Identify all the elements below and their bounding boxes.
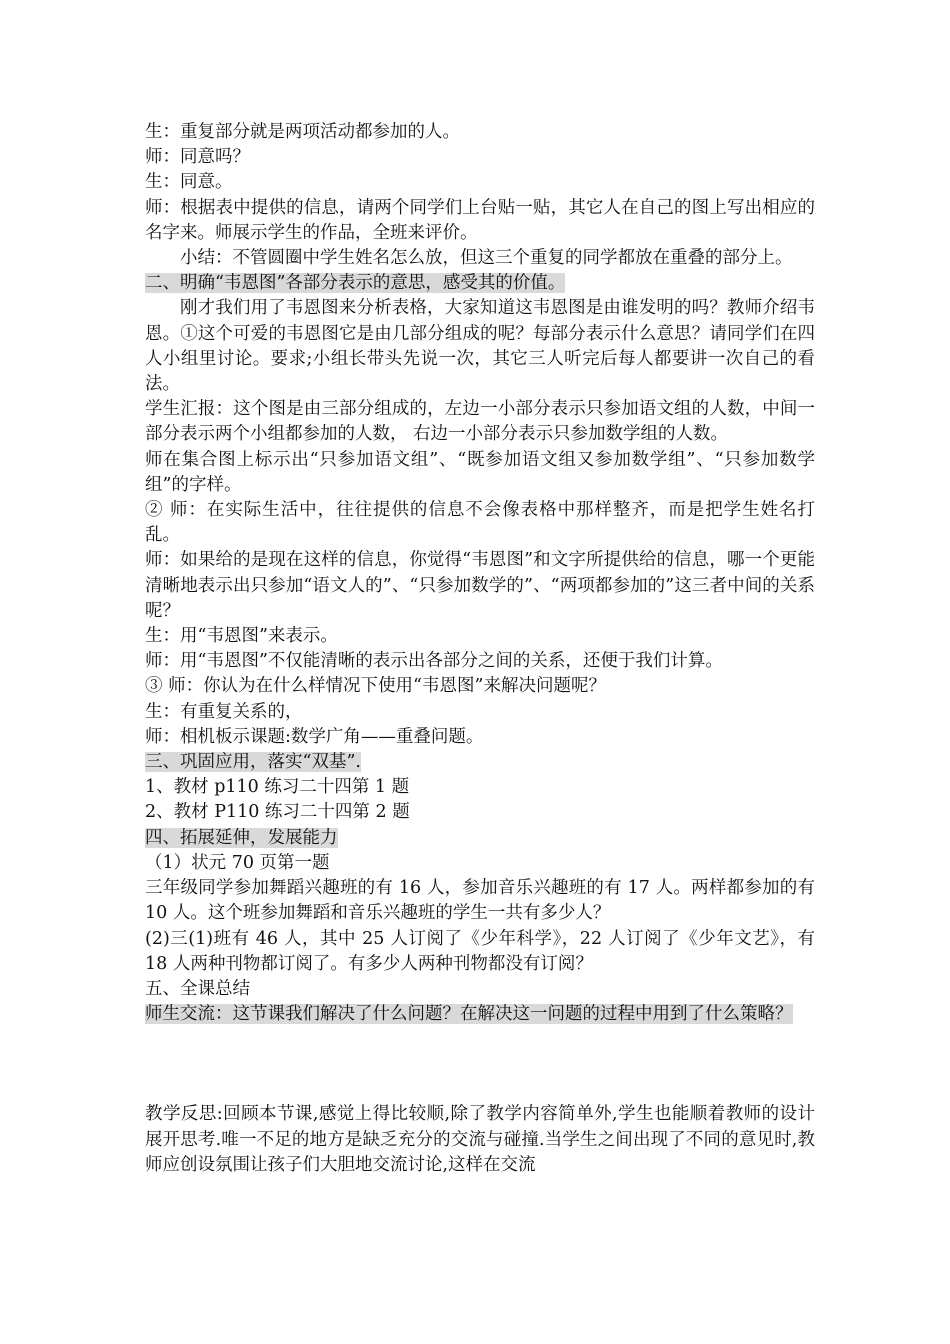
paragraph: 师：如果给的是现在这样的信息，你觉得“韦恩图”和文字所提供给的信息，哪一个更能清晰地表示出只参加“语文人的”、“只参加数学的”、“两项都参加的”这三者中间的关系呢？ [145,550,815,621]
paragraph: 师：根据表中提供的信息，请两个同学们上台贴一贴，其它人在自己的图上写出相应的名字来。师展示学生的作品，全班来评价。 [145,197,815,243]
document-page [145,120,815,1178]
exercise-title: （1）状元 70 页第一题 [145,852,330,873]
section-heading-4: 四、拓展延伸，发展能力 [145,827,338,848]
text-line: 师：同意吗？ [145,147,250,168]
closing-paragraph: 师生交流：这节课我们解决了什么问题？在解决这一问题的过程中用到了什么策略？ [145,1004,793,1025]
text-line: 生：同意。 [145,172,233,193]
section-heading-5: 五、全课总结 [145,978,250,999]
section-heading-3: 三、巩固应用，落实“双基”. [145,752,361,773]
paragraph: 刚才我们用了韦恩图来分析表格，大家知道这韦恩图是由谁发明的吗？教师介绍韦恩。①这个可爱的韦恩图它是由几部分组成的呢？每部分表示什么意思？请同学们在四人小组里讨论。要求;小组长带头先说一次，其它三人听完后每人都要讲一次自己的看法。 [145,298,815,395]
reflection-paragraph: 教学反思:回顾本节课,感觉上得比较顺,除了教学内容简单外,学生也能顺着教师的设计展开思考.唯一不足的地方是缺乏充分的交流与碰撞.当学生之间出现了不同的意见时,教师应创设氛围让孩子们大胆地交流讨论,这样在交流 [145,1104,815,1175]
paragraph: 师在集合图上标示出“只参加语文组”、“既参加语文组又参加数学组”、“只参加数学组”的字样。 [145,449,815,495]
text-line: 生：重复部分就是两项活动都参加的人。 [145,122,460,142]
list-item: 1、教材 p110 练习二十四第 1 题 [145,777,410,798]
section-heading-2: 二、明确“韦恩图”各部分表示的意思，感受其的价值。 [145,273,566,294]
spacer [145,1027,815,1102]
text-line: 生：有重复关系的， [145,701,303,722]
paragraph: 学生汇报：这个图是由三部分组成的，左边一小部分表示只参加语文组的人数，中间一部分表示两个小组都参加的人数， 右边一小部分表示只参加数学组的人数。 [145,399,815,445]
exercise-text: 三年级同学参加舞蹈兴趣班的有 16 人，参加音乐兴趣班的有 17 人。两样都参加的有 10 人。这个班参加舞蹈和音乐兴趣班的学生一共有多少人？ [145,878,815,924]
list-item: 2、教材 P110 练习二十四第 2 题 [145,802,410,823]
text-line: ③ 师：你认为在什么样情况下使用“韦恩图”来解决问题呢？ [145,676,606,697]
summary-paragraph: 小结：不管圆圈中学生姓名怎么放，但这三个重复的同学都放在重叠的部分上。 [180,248,793,269]
text-line: 师：用“韦恩图”不仅能清晰的表示出各部分之间的关系，还便于我们计算。 [145,651,723,672]
text-line: 生：用“韦恩图”来表示。 [145,626,338,647]
paragraph: ② 师：在实际生活中，往往提供的信息不会像表格中那样整齐，而是把学生姓名打乱。 [145,500,815,546]
exercise-text: (2)三(1)班有 46 人，其中 25 人订阅了《少年科学》，22 人订阅了《少年文艺》，有 18 人两种刊物都订阅了。有多少人两种刊物都没有订阅？ [145,928,815,974]
text-line: 师：相机板示课题:数学广角——重叠问题。 [145,726,484,747]
